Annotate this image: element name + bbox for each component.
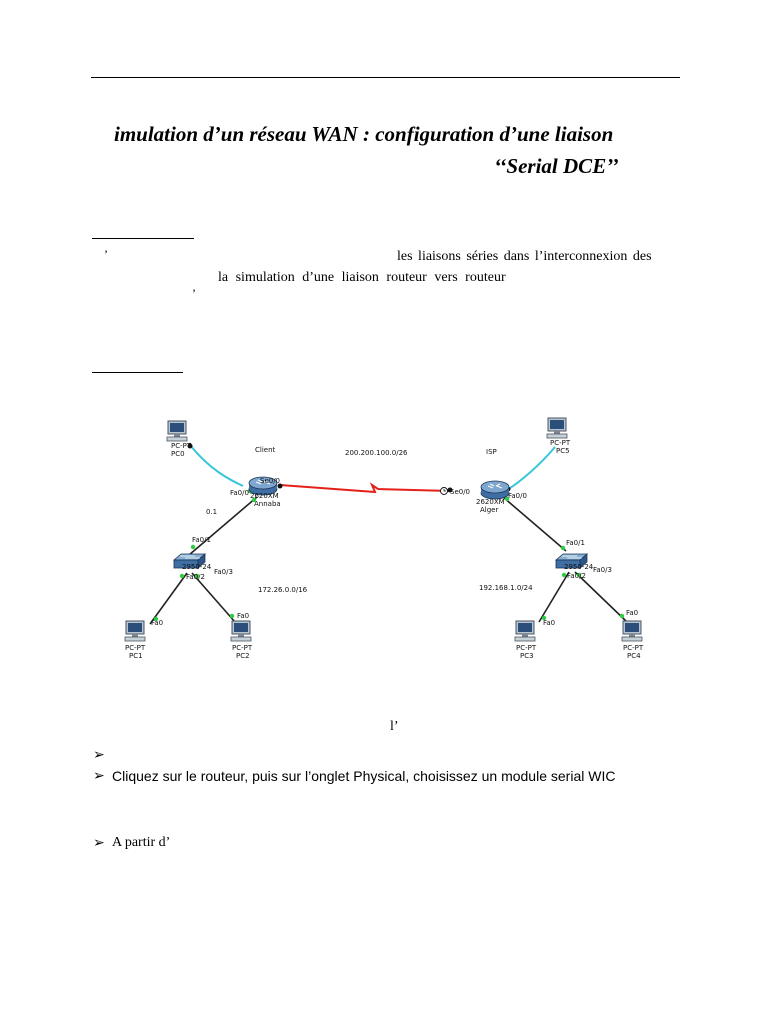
console-cable-left bbox=[190, 445, 243, 486]
paragraph-line-1: les liaisons séries dans l’interconnexion des bbox=[397, 249, 652, 264]
router-icon[interactable] bbox=[481, 481, 509, 499]
port-label: Fa0/0 bbox=[230, 489, 249, 497]
console-cable-right bbox=[507, 447, 555, 490]
pc-type-label: PC-PT bbox=[623, 644, 644, 652]
pc-icon[interactable] bbox=[231, 621, 251, 641]
pc-icon[interactable] bbox=[515, 621, 535, 641]
port-label: Se0/0 bbox=[450, 488, 471, 496]
pc-icon[interactable] bbox=[167, 421, 187, 441]
lan-network-label: 192.168.1.0/24 bbox=[479, 584, 533, 592]
bullet-text: Cliquez sur le routeur, puis sur l’onglet Physical, choisissez un module serial WIC bbox=[112, 768, 616, 784]
port-status-dots bbox=[154, 444, 624, 622]
pc-type-label: PC-PT bbox=[125, 644, 146, 652]
ethernet-link bbox=[503, 497, 566, 551]
port-label: Fa0/1 bbox=[566, 539, 585, 547]
port-label: Fa0/2 bbox=[186, 573, 205, 581]
port-label: Fa0/3 bbox=[214, 568, 233, 576]
pc-name-label: PC0 bbox=[171, 450, 185, 458]
ethernet-link bbox=[539, 572, 569, 622]
router-model-label: 2620XM bbox=[250, 492, 279, 500]
lan-network-label: 172.26.0.0/16 bbox=[258, 586, 308, 594]
pc-name-label: PC2 bbox=[236, 652, 250, 660]
pc-name-label: PC4 bbox=[627, 652, 641, 660]
switch-model-label: 2950-24 bbox=[182, 563, 212, 571]
pc-type-label: PC-PT bbox=[516, 644, 537, 652]
pc-name-label: PC3 bbox=[520, 652, 534, 660]
pc-name-label: PC1 bbox=[129, 652, 143, 660]
section-heading-underline bbox=[92, 238, 194, 239]
pc-icon[interactable] bbox=[125, 621, 145, 641]
port-label: Se0/0 bbox=[260, 477, 281, 485]
header-rule bbox=[91, 77, 680, 78]
paragraph-line-2: la simulation d’une liaison routeur vers routeur bbox=[218, 270, 506, 285]
port-label: Fa0/1 bbox=[192, 536, 211, 544]
clock-icon bbox=[441, 488, 448, 495]
document-title-line1: imulation d’un réseau WAN : configuration d’une liaison bbox=[114, 122, 614, 146]
document-title-line2: ‘‘Serial DCE’’ bbox=[494, 154, 619, 178]
port-label: Fa0/2 bbox=[567, 572, 586, 580]
network-topology-diagram bbox=[120, 400, 680, 690]
port-label: Fa0/0 bbox=[508, 492, 527, 500]
bullet-arrow-icon: ➢ bbox=[93, 747, 105, 763]
router-name-label: Alger bbox=[480, 506, 499, 514]
port-label: Fa0 bbox=[626, 609, 639, 617]
switch-model-label: 2950-24 bbox=[564, 563, 594, 571]
pc-type-label: PC-PT bbox=[171, 442, 192, 450]
port-label: Fa0 bbox=[151, 619, 164, 627]
router-name-label: Annaba bbox=[254, 500, 281, 508]
client-label: Client bbox=[255, 446, 276, 454]
bullet-text: A partir d’ bbox=[112, 835, 171, 850]
port-label: Fa0 bbox=[237, 612, 250, 620]
pc-icon[interactable] bbox=[547, 418, 567, 438]
ethernet-link bbox=[150, 573, 187, 624]
pc-type-label: PC-PT bbox=[232, 644, 253, 652]
apostrophe-mark: ’ bbox=[104, 247, 108, 261]
bullet-arrow-icon: ➢ bbox=[93, 835, 105, 851]
serial-link bbox=[280, 485, 450, 492]
wan-network-label: 200.200.100.0/26 bbox=[345, 449, 408, 457]
pc-type-label: PC-PT bbox=[550, 439, 571, 447]
apostrophe-mark: ’ bbox=[192, 286, 196, 300]
gateway-label: 0.1 bbox=[206, 508, 218, 516]
port-label: Fa0/3 bbox=[593, 566, 612, 574]
figure-caption: l’ bbox=[390, 719, 399, 734]
section-heading-underline bbox=[92, 372, 183, 373]
ethernet-link bbox=[189, 497, 257, 555]
pc-name-label: PC5 bbox=[556, 447, 570, 455]
router-model-label: 2620XM bbox=[476, 498, 505, 506]
bullet-arrow-icon: ➢ bbox=[93, 768, 105, 784]
port-label: Fa0 bbox=[543, 619, 556, 627]
pc-icon[interactable] bbox=[622, 621, 642, 641]
isp-label: ISP bbox=[486, 448, 497, 456]
